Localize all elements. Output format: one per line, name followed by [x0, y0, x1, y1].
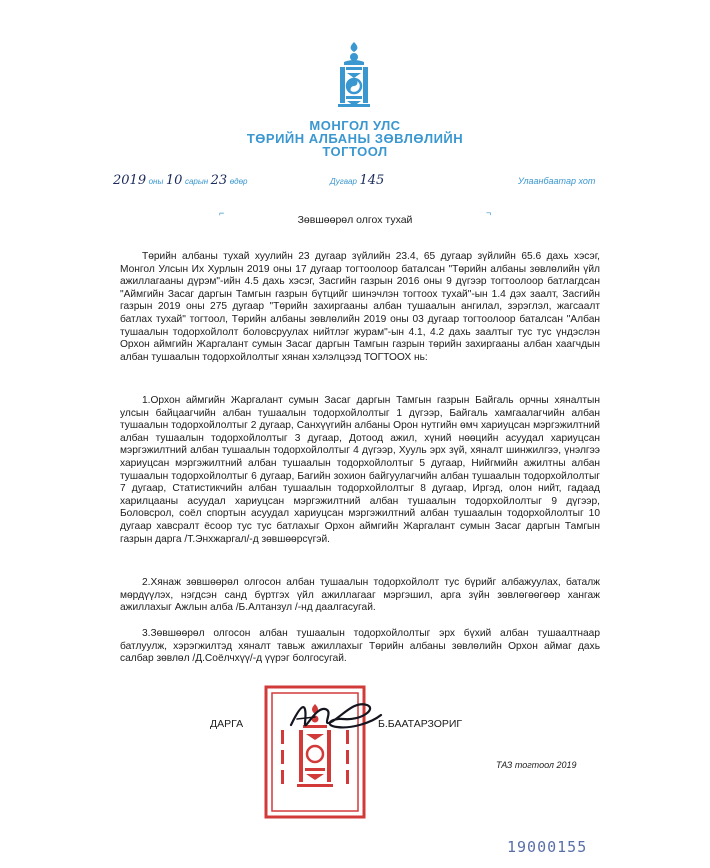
body-paragraph-item-2: 2.Хянаж зөвшөөрөл олгосон албан тушаалын тодорхойлолт тус бүрийг албажуулах, баталж мөрдүүлэх, нэгдсэн санд бүртгэх үйл ажиллагааг мэргэшил, арга зүйн зөвлөгөөгөөр хангаж ажиллахыг Ажлын алба /Б.Алтанзул /-нд даалгасугай. — [120, 577, 600, 614]
org-title-line2: ТӨРИЙН АЛБАНЫ ЗӨВЛӨЛИЙН — [246, 131, 464, 146]
body-paragraph-item-1: 1.Орхон аймгийн Жаргалант сумын Засаг даргын Тамгын газрын Байгаль орчны хяналтын улсын байцаагчийн албан тушаалын тодорхойлолтыг 1 дүгээр, Байгаль хамгаалагчийн албан тушаалын тодорхойлолтыг 2 дугаар, Санхүүгийн албаны Орон нутгийн өмч хариуцсан мэргэжилтний албан тушаалын тодорхойлолтыг 3 дугаар, Дотоод ажил, хүний нөөцийн асуудал хариуцсан мэргэжилтний албан тушаалын тодорхойлолтыг 4 дүгээр, Хууль эрх зүй, хяналт шинжилгээ, үнэлгээ хариуцсан мэргэжилтний албан тушаалын тодорхойлолтыг 5 дугаар, Нийгмийн ажилтны албан тушаалын тодорхойлолтыг 6 дугаар, Багийн зохион байгуулагчийн албан тушаалын тодорхойлолтыг 7 дугаар, Статистикчийн албан тушаалын тодорхойлолтыг 8 дугаар, Иргэд, олон нийт, гадаад харилцааны асуудал хариуцсан мэргэжилтний албан тушаалын тодорхойлолтыг 9 дүгээр, Боловсрол, соёл спортын асуудал хариуцсан мэргэжилтний албан тушаалын тодорхойлолтыг 10 дугаар хавсралт ёсоор тус тус батлахыг Орхон аймгийн Жаргалант сумын Засаг даргын Тамгын газрын дарга /Т.Энхжаргал/-д зөвшөөрсүгэй. — [120, 395, 600, 545]
date-month: 10 — [165, 173, 183, 188]
document-place: Улаанбаатар хот — [518, 176, 596, 186]
signatory-title: ДАРГА — [210, 718, 244, 730]
corner-mark-right: ¬ — [486, 208, 492, 218]
date-day-label: өдөр — [229, 177, 248, 186]
org-title-line1: МОНГОЛ УЛС — [309, 118, 401, 133]
form-reference: ТАЗ тогтоол 2019 — [496, 760, 577, 770]
org-title-line3: ТОГТООЛ — [322, 144, 388, 159]
corner-mark-left: ⌐ — [219, 208, 225, 218]
body-paragraph-preamble: Төрийн албаны тухай хуулийн 23 дугаар зүйлийн 23.4, 65 дугаар зүйлийн 65.6 дахь хэсэг, Монгол Улсын Их Хурлын 2019 оны 17 дугаар тогтоолоор баталсан "Төрийн албаны зөвлөлийн үйл ажиллагааны дүрэм"-ийн 4.5 дахь хэсэг, Засгийн газрын 2016 оны 9 дүгээр тогтоолоор батлагдсан "Аймгийн Засаг даргын Тамгын газрын бүтцийг шинэчлэн тогтоох тухай"-ын 1.4 дэх заалт, Засгийн газрын 2019 оны 275 дугаар "Төрийн захиргааны албан тушаалын ангилал, зэрэглэл, жагсаалт батлах тухай" тогтоол, Төрийн албаны зөвлөлийн 2019 оны 03 дугаар тогтоолоор баталсан "Албан тушаалын тодорхойлолт боловсруулах нийтлэг журам"-ын 4.1, 4.2 дахь заалтыг тус тус үндэслэн Орхон аймгийн Жаргалант сумын Засаг даргын Тамгын газрын төрийн захиргааны албан хаагчдын албан тушаалын тодорхойлолтыг хянан хэлэлцээд ТОГТООХ нь: — [120, 251, 600, 363]
number-label: Дугаар — [330, 177, 357, 186]
date-month-label: сарын — [184, 177, 209, 186]
document-subject: Зөвшөөрөл олгох тухай — [297, 214, 413, 226]
date-day: 23 — [210, 173, 228, 188]
number-value: 145 — [359, 173, 385, 188]
signatory-name: Б.БААТАРЗОРИГ — [378, 718, 463, 730]
date-year: 2019 — [113, 173, 147, 188]
handwritten-signature-icon — [285, 695, 385, 740]
body-paragraph-item-3: 3.Зөвшөөрөл олгосон албан тушаалын тодорхойлолтыг эрх бүхий албан тушаалтнаар батлуулж, хэрэгжилтэд хяналт тавьж ажиллахыг Төрийн албаны зөвлөлийн Орхон аймаг дахь салбар зөвлөл /Д.Соёлчхүү/-д үүрэг болгосугай. — [120, 628, 600, 665]
document-number — [330, 173, 384, 191]
date-year-label: оны — [148, 177, 164, 186]
document-date — [113, 173, 247, 191]
soyombo-emblem-icon — [330, 40, 378, 110]
serial-number: 19000155 — [507, 838, 588, 856]
